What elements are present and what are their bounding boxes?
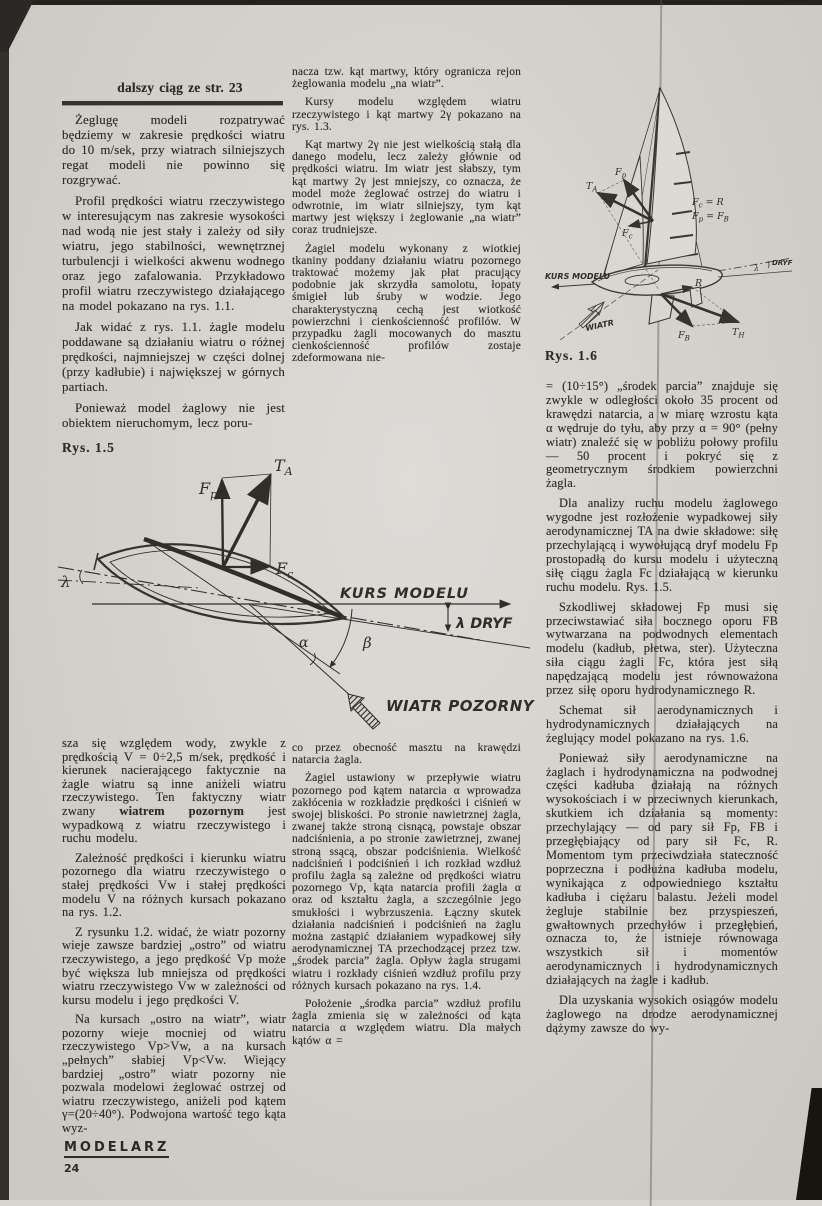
column-2-upper	[292, 66, 521, 371]
equation-2: $F_p = F_B$	[692, 211, 729, 224]
figure-1-6-caption: Rys. 1.6	[545, 348, 598, 363]
paragraph: Na kursach „ostro na wiatr”, wiatr pozorny wieje mocniej od wiatru rzeczywistego Vp>Vw, a na kursach „pełnych” słabiej Vp<Vw. Wiejący bardziej „ostro” wiatr pozorny nie pozwala modelowi żeglować ostrzej od wiatru rzeczywistego, aniżeli pod kątem γ=(20÷40°). Podwojona wartość tego kąta wyz-	[62, 1012, 286, 1136]
label-alpha: α	[299, 635, 309, 651]
paragraph-text: jest wypadkową z wiatru rzeczywistego i ruchu modelu.	[62, 803, 286, 846]
vector-fp-arrow	[222, 480, 223, 567]
paragraph: Schemat sił aerodynamicznych i hydrodynamicznych działających na żeglujący model pokazano na rys. 1.6.	[546, 702, 778, 745]
paragraph: Żeglugę modeli rozpatrywać będziemy w zakresie prędkości wiatru do 10 m/sek, przy wiatrach silniejszych regat modeli nie powinno się rozgrywać.	[62, 113, 285, 187]
label-r: R	[695, 278, 703, 289]
label-fp: $F_p$	[615, 167, 627, 180]
sails	[604, 88, 696, 276]
label-fb: $F_B$	[678, 330, 690, 343]
column-1-lower	[62, 737, 286, 1142]
paragraph: = (10÷15°) „środek parcia” znajduje się zwykle w odległości około 35 procent od krawędzi natarcia, a w miarę wzrostu kąta α wędruje do tyłu, aby przy α = 90° (pełny wiatr) znaleźć się w pobliżu połowy profilu — 50 procent i pokryć się z geometrycznym środkiem powierzchni żagla.	[546, 379, 778, 491]
label-lambda: λ	[754, 264, 760, 273]
scan-edge-top	[0, 0, 822, 5]
wind-arrow-shaft-icon	[353, 702, 380, 729]
paragraph: Zależność prędkości i kierunku wiatru pozornego dla wiatru rzeczywistego o stałej prędkości Vw i stałej prędkości modelu V na różnych kursach pokazano na rys. 1.2.	[62, 850, 286, 920]
wiatr-pozorny-arrow	[348, 694, 380, 729]
vector-ta-arrow	[223, 476, 270, 567]
page-footer	[64, 1138, 169, 1175]
paragraph-text: sza się względem wody, zwykle z prędkością V = 0÷2,5 m/sek, prędkość i kierunek nacierającego faktycznie na żagle wiatru są inne aniżeli wiatru rzeczywistego. Ten faktyczny wiatr zwany	[62, 736, 286, 818]
column-3	[546, 380, 778, 1042]
figure-1-5-force-diagram	[52, 447, 542, 739]
column-2-lower	[292, 742, 521, 1053]
label-fc: $F_c$	[622, 228, 633, 241]
column-1-upper	[62, 80, 285, 437]
paragraph: Z rysunku 1.2. widać, że wiatr pozorny wieje zawsze bardziej „ostro” od wiatru rzeczywistego, a jego prędkość Vp może być większa lub mniejsza od prędkości wiatru rzeczywistego Vw w zależności od kursu modelu i jego prędkości V.	[62, 924, 286, 1007]
paragraph: Jak widać z rys. 1.1. żagle modelu poddawane są działaniu wiatru o różnej prędkości, najmniejszej w części dolnej (przy kadłubie) i największej w górnych partiach.	[62, 320, 285, 394]
figure-1-5-caption: Rys. 1.5	[62, 440, 115, 455]
paragraph: Ponieważ siły aerodynamiczne na żaglach i hydrodynamiczna na podwodnej części kadłuba działają na różnych wysokościach i w przeciwnych kierunkach, skutkiem ich działania są momenty: przechylający — od pary sił Fp, FB i przegłębiający od pary sił Fc, R. Momentom tym przeciwdziała stateczność poprzeczna i podłużna kadłuba modelu, wynikająca z odpowiedniego kształtu kadłuba i ciężaru balastu. Jeżeli model żegluje stabilnie bez przyspieszeń, gwałtownych przechyłów i przegłębień, oznacza to, że istnieje równowaga wszystkich sił i momentów aerodynamicznych i hydrodynamicznych działających na żagle i kadłub.	[546, 750, 778, 988]
keel-fin	[649, 295, 674, 324]
force-vectors	[222, 474, 271, 567]
label-dryf: DRYF	[772, 259, 793, 267]
page-number: 24	[64, 1162, 80, 1175]
figure-1-6-yacht-diagram	[540, 58, 820, 358]
paragraph	[62, 737, 286, 846]
yacht-hull	[592, 265, 722, 324]
paragraph: Kursy modelu względem wiatru rzeczywistego i kąt martwy 2γ pokazano na rys. 1.3.	[292, 96, 521, 133]
label-th: $T_H$	[732, 327, 745, 340]
paragraph: Ponieważ model żaglowy nie jest obiektem nieruchomym, lecz poru-	[62, 401, 285, 430]
emphasis-text: wiatrem pozornym	[119, 803, 245, 818]
label-kurs-modelu: KURS MODELU	[340, 586, 470, 602]
label-kurs-modelu: KURS MODELU	[545, 272, 611, 281]
continuation-header: dalszy ciąg ze str. 23	[117, 80, 243, 95]
paragraph: Żagiel modelu wykonany z wiotkiej tkaniny poddany działaniu wiatru pozornego traktować możemy jak płat pracujący podobnie jak skrzydła samolotu, łopaty śmigieł lub śruby w wodzie. Jego charakterystyczną cechą jest wiotkość powierzchni i cienkościenność profilów. W przypadku żagli mocowanych do masztu cienkościenność profilów zostaje zdeformowana nie-	[292, 242, 521, 365]
paragraph: Szkodliwej składowej Fp musi się przeciwstawiać siła bocznego oporu FB wytwarzana na podwodnych elementach modelu (kadłub, płetwa, ster). Użyteczna siła ciągu żagli Fc, która jest siłą napędzającą modelu jest równoważona przez siłę oporu hydrodynamicznego R.	[546, 599, 778, 698]
magazine-title: MODELARZ	[64, 1140, 169, 1158]
label-ta: $T_A$	[274, 456, 293, 478]
scan-edge-left	[0, 0, 9, 1200]
label-lambda-left: λ	[61, 573, 71, 591]
label-ta: $T_A$	[586, 181, 598, 194]
label-lambda-dryf: λ DRYF	[456, 616, 513, 632]
label-fc: $F_c$	[276, 559, 294, 581]
label-beta: β	[363, 634, 372, 652]
equation-1: $F_c = R$	[692, 197, 724, 210]
paragraph: Położenie „środka parcia” wzdłuż profilu żagla zmienia się w zależności od kąta natarcia α względem wiatru. Dla małych kątów α =	[292, 998, 521, 1047]
paragraph: Dla analizy ruchu modelu żaglowego wygodne jest rozłożenie wypadkowej siły aerodynamicznej TA na dwie składowe: siłę przechylającą i wywołującą dryf modelu Fp prostopadłą do kursu modelu i użyteczną siłę ciągu żagla Fc działającą w kierunku ruchu modelu. Rys. 1.5.	[546, 496, 778, 594]
paragraph: Profil prędkości wiatru rzeczywistego w interesującym nas zakresie wysokości nad wodą nie jest stały i zależy od siły wiatru, jego stabilności, wewnętrznej turbulencji i wielkości akwenu wodnego oraz jego zafalowania. Przykładowo profil wiatru rzeczywistego działającego na model pokazano na rys. 1.1.	[62, 194, 285, 313]
paragraph: co przez obecność masztu na krawędzi natarcia żagla.	[292, 742, 521, 767]
lambda-arc	[768, 261, 769, 268]
header-rule	[62, 101, 283, 105]
paragraph: Kąt martwy 2γ nie jest wielkością stałą dla danego modelu, lecz zależy głównie od prędkości wiatru. Im wiatr jest słabszy, tym kąt martwy 2γ jest mniejszy, co oznacza, że model może żeglować ostrzej do wiatru i odwrotnie, im wiatr silniejszy, tym kąt martwy jest większy i żeglowanie „na wiatr” coraz trudniejsze.	[292, 139, 521, 237]
paragraph: Żagiel ustawiony w przepływie wiatru pozornego pod kątem natarcia α wprowadza zakłócenia w rozkładzie prędkości i ciśnień w swojej bliskości. Po stronie nawietrznej żagla, zwanej także stroną cisnącą, powstaje obszar nadciśnienia, a po stronie zawietrznej, zwanej stroną ssącą, obszar podciśnienia. Wielkość nadciśnień i podciśnień i ich rozkład wzdłuż profilu żagla są zależne od prędkości wiatru pozornego Vp, kąta natarcia profili żagla α oraz od kształtu żagla, a szczególnie jego smukłości i wybrzuszenia. Łączny skutek działania nadciśnień i podciśnień na żaglu można zastąpić działaniem wypadkowej siły aerodynamicznej TA przechodzącej przez tzw. „środek parcia” żagla. Opływ żagla strugami wiatru i rozkłady ciśnień wzdłuż profilu przy różnych kursach pokazano na rys. 1.4.	[292, 772, 521, 992]
paragraph: nacza tzw. kąt martwy, który ogranicza rejon żeglowania modelu „na wiatr”.	[292, 66, 521, 91]
kurs-arrow	[552, 284, 596, 287]
paragraph: Dla uzyskania wysokich osiągów modelu żaglowego na drodze aerodynamicznej dążymy zawsze do wy-	[546, 993, 778, 1035]
label-wiatr: WIATR	[584, 318, 615, 333]
label-wiatr-pozorny: WIATR POZORNY	[386, 697, 535, 715]
label-fp: $F_p$	[199, 479, 218, 501]
